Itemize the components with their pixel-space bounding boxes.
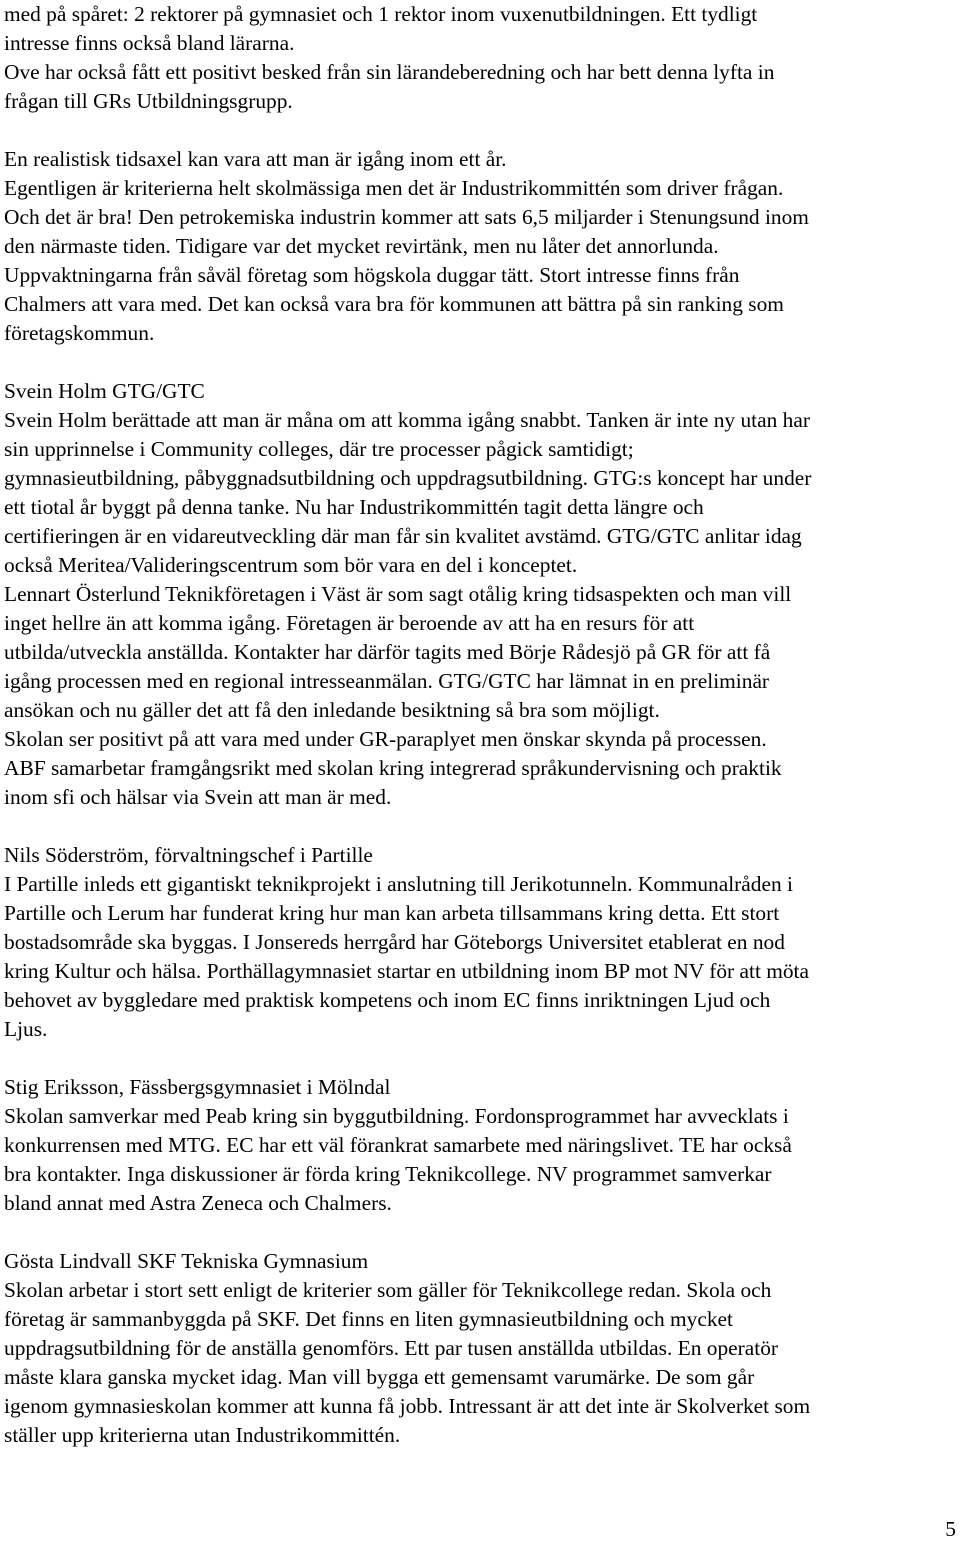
- text-line: gymnasieutbildning, påbyggnadsutbildning och uppdragsutbildning. GTG:s koncept har under: [4, 466, 812, 490]
- document-page: [4, 0, 956, 1450]
- text-line: ett tiotal år byggt på denna tanke. Nu har Industrikommittén tagit detta längre och: [4, 495, 704, 519]
- section-heading: Svein Holm GTG/GTC: [4, 379, 205, 403]
- text-line: I Partille inleds ett gigantiskt teknikprojekt i anslutning till Jerikotunneln. Kommunalråden i: [4, 872, 793, 896]
- text-line: Chalmers att vara med. Det kan också vara bra för kommunen att bättra på sin ranking som: [4, 292, 784, 316]
- section-heading: Nils Söderström, förvaltningschef i Partille: [4, 843, 373, 867]
- text-line: bland annat med Astra Zeneca och Chalmers.: [4, 1191, 392, 1215]
- text-line: också Meritea/Valideringscentrum som bör vara en del i konceptet.: [4, 553, 578, 577]
- text-line: behovet av byggledare med praktisk kompetens och inom EC finns inriktningen Ljud och: [4, 988, 771, 1012]
- text-line: Ove har också fått ett positivt besked från sin lärandeberedning och har bett denna lyfta in: [4, 60, 775, 84]
- paragraph-intro: [4, 0, 956, 116]
- text-line: företag är sammanbyggda på SKF. Det finns en liten gymnasieutbildning och mycket: [4, 1307, 733, 1331]
- paragraph-timeline: [4, 145, 956, 348]
- text-line: inget hellre än att komma igång. Företagen är beroende av att ha en resurs för att: [4, 611, 695, 635]
- text-line: Ljus.: [4, 1017, 48, 1041]
- text-line: måste klara ganska mycket idag. Man vill bygga ett gemensamt varumärke. De som går: [4, 1365, 755, 1389]
- text-line: företagskommun.: [4, 321, 155, 345]
- section-svein-holm: [4, 377, 956, 812]
- paragraph-gap: [4, 812, 956, 841]
- text-line: ställer upp kriterierna utan Industrikommittén.: [4, 1423, 401, 1447]
- paragraph-gap: [4, 116, 956, 145]
- text-line: certifieringen är en vidareutveckling där man får sin kvalitet avstämd. GTG/GTC anlitar idag: [4, 524, 802, 548]
- text-line: kring Kultur och hälsa. Porthällagymnasiet startar en utbildning inom BP mot NV för att möta: [4, 959, 809, 983]
- text-line: konkurrensen med MTG. EC har ett väl förankrat samarbete med näringslivet. TE har också: [4, 1133, 792, 1157]
- text-line: En realistisk tidsaxel kan vara att man är igång inom ett år.: [4, 147, 507, 171]
- text-line: igenom gymnasieskolan kommer att kunna få jobb. Intressant är att det inte är Skolverket som: [4, 1394, 811, 1418]
- text-line: frågan till GRs Utbildningsgrupp.: [4, 89, 293, 113]
- text-line: Skolan arbetar i stort sett enligt de kriterier som gäller för Teknikcollege redan. Skola och: [4, 1278, 772, 1302]
- text-line: ABF samarbetar framgångsrikt med skolan kring integrerad språkundervisning och praktik: [4, 756, 782, 780]
- text-line: uppdragsutbildning för de anställa genomförs. Ett par tusen anställda utbildas. En operatör: [4, 1336, 779, 1360]
- text-line: bra kontakter. Inga diskussioner är förda kring Teknikcollege. NV programmet samverkar: [4, 1162, 772, 1186]
- text-line: bostadsområde ska byggas. I Jonsereds herrgård har Göteborgs Universitet etablerat en nod: [4, 930, 785, 954]
- section-gosta-lindvall: [4, 1247, 956, 1450]
- text-line: Egentligen är kriterierna helt skolmässiga men det är Industrikommittén som driver frågan.: [4, 176, 784, 200]
- text-line: den närmaste tiden. Tidigare var det mycket revirtänk, men nu låter det annorlunda.: [4, 234, 719, 258]
- text-line: intresse finns också bland lärarna.: [4, 31, 295, 55]
- text-line: ansökan och nu gäller det att få den inledande besiktning så bra som möjligt.: [4, 698, 660, 722]
- text-line: Och det är bra! Den petrokemiska industrin kommer att sats 6,5 miljarder i Stenungsund inom: [4, 205, 809, 229]
- section-stig-eriksson: [4, 1073, 956, 1218]
- text-line: inom sfi och hälsar via Svein att man är med.: [4, 785, 392, 809]
- text-line: utbilda/utveckla anställda. Kontakter har därför tagits med Börje Rådesjö på GR för att få: [4, 640, 771, 664]
- section-heading: Stig Eriksson, Fässbergsgymnasiet i Mölndal: [4, 1075, 391, 1099]
- paragraph-gap: [4, 348, 956, 377]
- paragraph-gap: [4, 1044, 956, 1073]
- section-nils-soderstrom: [4, 841, 956, 1044]
- text-line: Lennart Österlund Teknikföretagen i Väst är som sagt otålig kring tidsaspekten och man vill: [4, 582, 792, 606]
- text-line: igång processen med en regional intresseanmälan. GTG/GTC har lämnat in en preliminär: [4, 669, 770, 693]
- text-line: sin upprinnelse i Community colleges, där tre processer pågick samtidigt;: [4, 437, 634, 461]
- text-line: Uppvaktningarna från såväl företag som högskola duggar tätt. Stort intresse finns från: [4, 263, 740, 287]
- page-number: 5: [945, 1517, 956, 1541]
- text-line: med på spåret: 2 rektorer på gymnasiet och 1 rektor inom vuxenutbildningen. Ett tydligt: [4, 2, 758, 26]
- section-heading: Gösta Lindvall SKF Tekniska Gymnasium: [4, 1249, 369, 1273]
- text-line: Partille och Lerum har funderat kring hur man kan arbeta tillsammans kring detta. Ett stort: [4, 901, 780, 925]
- text-line: Skolan samverkar med Peab kring sin byggutbildning. Fordonsprogrammet har avvecklats i: [4, 1104, 789, 1128]
- text-line: Svein Holm berättade att man är måna om att komma igång snabbt. Tanken är inte ny utan har: [4, 408, 810, 432]
- text-line: Skolan ser positivt på att vara med under GR-paraplyet men önskar skynda på processen.: [4, 727, 767, 751]
- paragraph-gap: [4, 1218, 956, 1247]
